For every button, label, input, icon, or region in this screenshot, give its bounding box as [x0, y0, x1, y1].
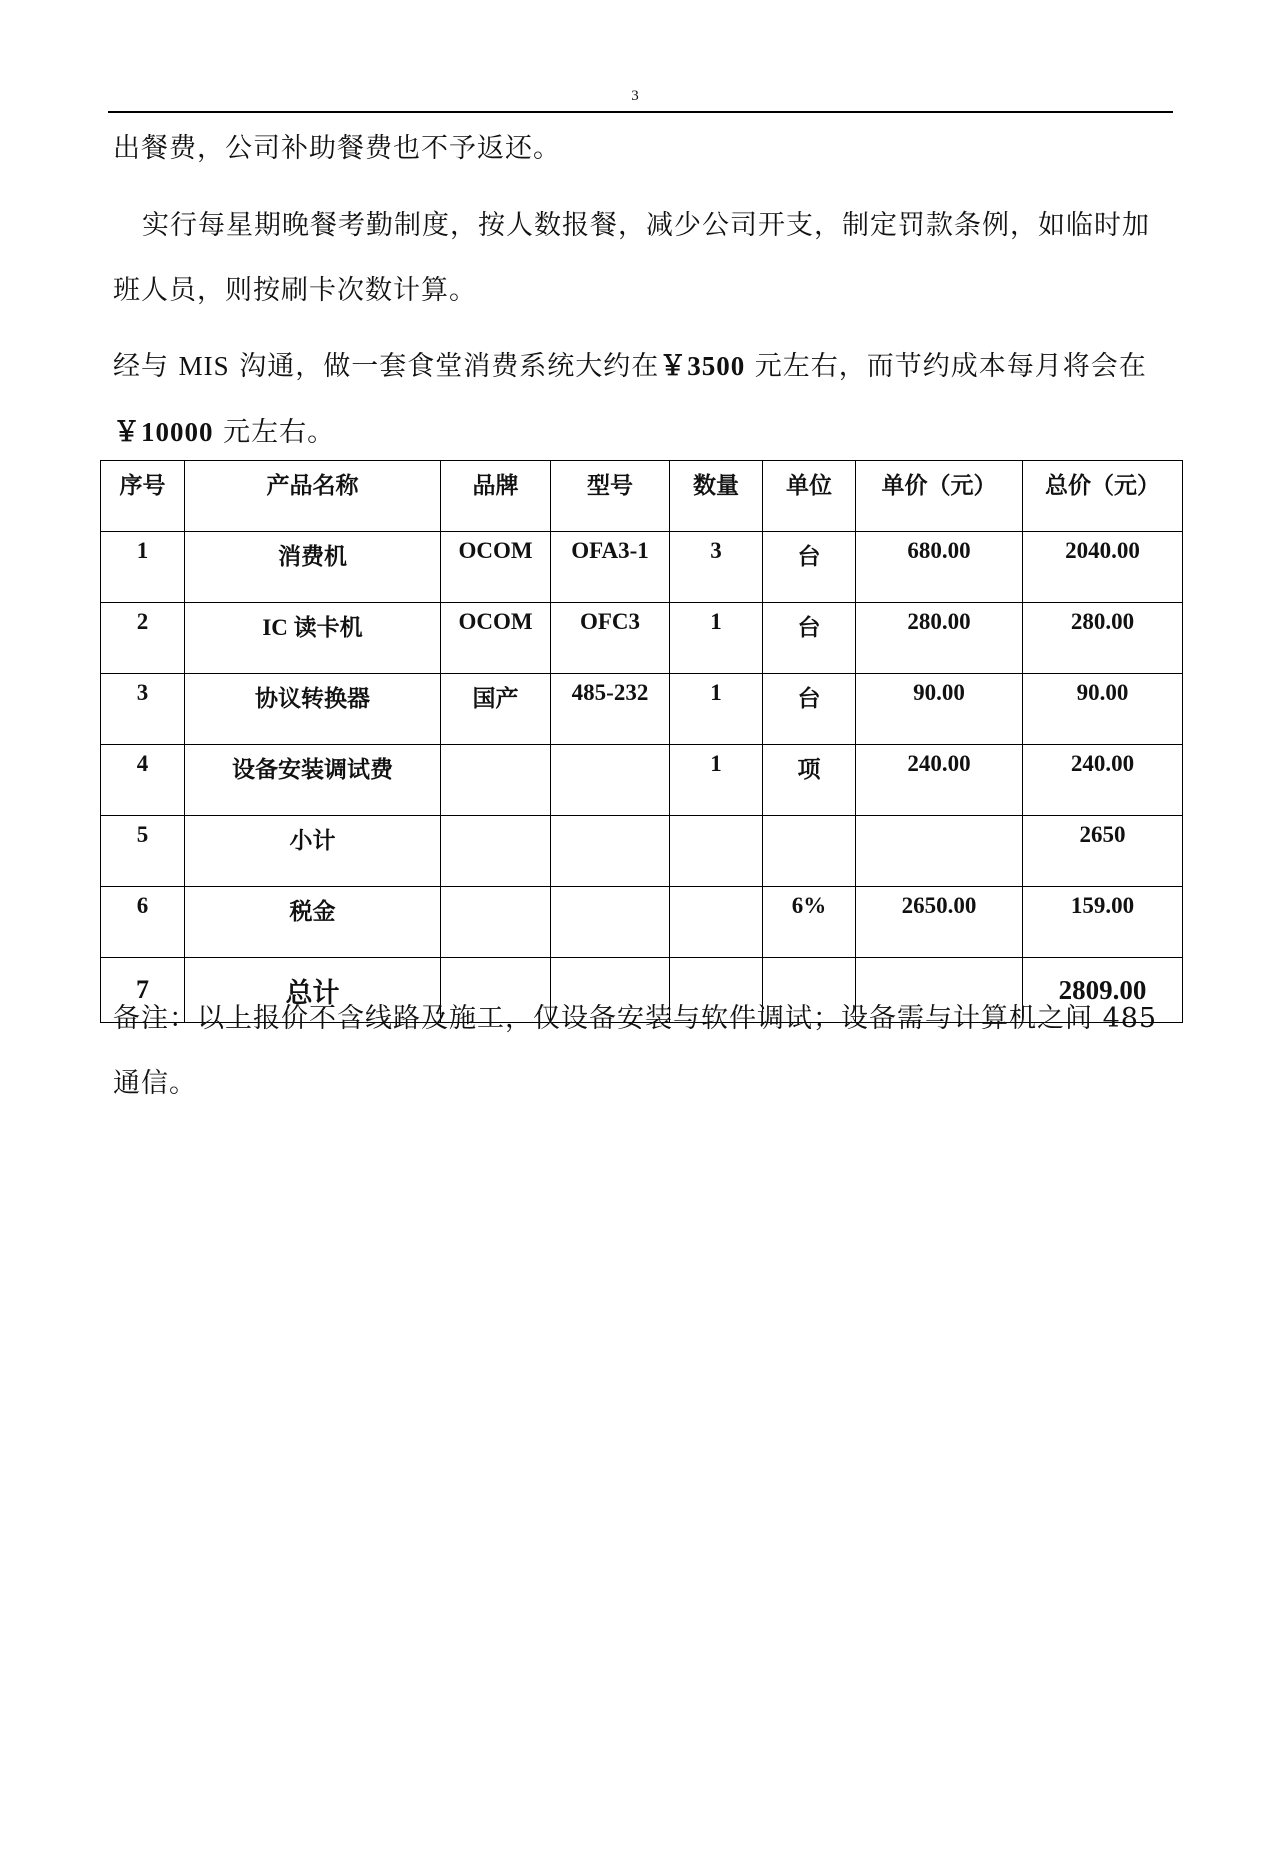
header-cell: 产品名称 — [185, 461, 441, 532]
table-cell: 5 — [101, 816, 185, 887]
table-cell: OFC3 — [551, 603, 670, 674]
table-cell — [551, 745, 670, 816]
table-cell: 240.00 — [856, 745, 1023, 816]
table-cell: 小计 — [185, 816, 441, 887]
table-cell: 设备安装调试费 — [185, 745, 441, 816]
table-header-row — [101, 461, 1183, 532]
table-row — [101, 674, 1183, 745]
table-cell: OCOM — [441, 603, 551, 674]
table-cell: 消费机 — [185, 532, 441, 603]
table-cell — [763, 816, 856, 887]
table-cell: 税金 — [185, 887, 441, 958]
body-line-2: 实行每星期晚餐考勤制度，按人数报餐，减少公司开支，制定罚款条例，如临时加 — [142, 210, 1150, 241]
amount-3500: ￥3500 — [659, 351, 746, 381]
table-cell: 680.00 — [856, 532, 1023, 603]
mis-text: MIS — [178, 351, 230, 381]
table-cell: 3 — [101, 674, 185, 745]
line4-mid: 沟通，做一套食堂消费系统大约在 — [229, 351, 660, 382]
quote-table — [100, 460, 1183, 1023]
table-row — [101, 887, 1183, 958]
table-cell: 90.00 — [1023, 674, 1183, 745]
total-label: 总计 — [185, 958, 441, 1023]
body-line-3: 班人员，则按刷卡次数计算。 — [113, 275, 477, 306]
table-cell — [551, 887, 670, 958]
page-number: 3 — [631, 88, 639, 104]
note-line-1: 备注：以上报价不含线路及施工，仅设备安装与软件调试；设备需与计算机之间 485 — [113, 1003, 1158, 1034]
table-cell: 2040.00 — [1023, 532, 1183, 603]
table-row — [101, 603, 1183, 674]
line4-post: 元左右，而节约成本每月将会在 — [745, 351, 1147, 382]
table-cell: 台 — [763, 532, 856, 603]
table-cell — [441, 745, 551, 816]
body-line-5 — [113, 410, 1173, 449]
table-cell: 2650.00 — [856, 887, 1023, 958]
table-cell: 1 — [101, 532, 185, 603]
table-cell: 项 — [763, 745, 856, 816]
total-amount: 2809.00 — [1023, 958, 1183, 1023]
table-cell — [856, 816, 1023, 887]
table-cell: 6% — [763, 887, 856, 958]
table-cell: 159.00 — [1023, 887, 1183, 958]
table-row — [101, 532, 1183, 603]
table-cell: OFA3-1 — [551, 532, 670, 603]
table-row — [101, 745, 1183, 816]
table-cell: 7 — [101, 958, 185, 1023]
header-rule — [108, 111, 1173, 113]
header-cell: 品牌 — [441, 461, 551, 532]
table-cell: 协议转换器 — [185, 674, 441, 745]
table-cell: 4 — [101, 745, 185, 816]
table-cell: OCOM — [441, 532, 551, 603]
table-cell: 485-232 — [551, 674, 670, 745]
header-cell: 总价（元） — [1023, 461, 1183, 532]
table-cell: 240.00 — [1023, 745, 1183, 816]
table-row — [101, 816, 1183, 887]
table-cell: 3 — [670, 532, 763, 603]
line4-pre: 经与 — [113, 351, 179, 382]
header-cell: 序号 — [101, 461, 185, 532]
table-cell: 台 — [763, 674, 856, 745]
table-cell: 1 — [670, 745, 763, 816]
table-cell — [670, 887, 763, 958]
header-cell: 单位 — [763, 461, 856, 532]
table-cell — [670, 816, 763, 887]
note-line-2: 通信。 — [113, 1068, 197, 1099]
table-cell: IC 读卡机 — [185, 603, 441, 674]
table-cell — [441, 816, 551, 887]
table-cell — [441, 887, 551, 958]
header-cell: 数量 — [670, 461, 763, 532]
table-cell: 2650 — [1023, 816, 1183, 887]
table-cell: 280.00 — [856, 603, 1023, 674]
table-cell: 280.00 — [1023, 603, 1183, 674]
body-line-4 — [113, 344, 1173, 383]
line5-post: 元左右。 — [213, 417, 336, 448]
table-cell: 6 — [101, 887, 185, 958]
table-cell: 国产 — [441, 674, 551, 745]
table-cell: 1 — [670, 603, 763, 674]
table-cell: 2 — [101, 603, 185, 674]
table-cell — [551, 816, 670, 887]
header-cell: 单价（元） — [856, 461, 1023, 532]
table-cell: 1 — [670, 674, 763, 745]
amount-10000: ￥10000 — [113, 417, 214, 447]
header-cell: 型号 — [551, 461, 670, 532]
table-cell: 90.00 — [856, 674, 1023, 745]
table-cell: 台 — [763, 603, 856, 674]
body-line-1: 出餐费，公司补助餐费也不予返还。 — [113, 133, 561, 164]
